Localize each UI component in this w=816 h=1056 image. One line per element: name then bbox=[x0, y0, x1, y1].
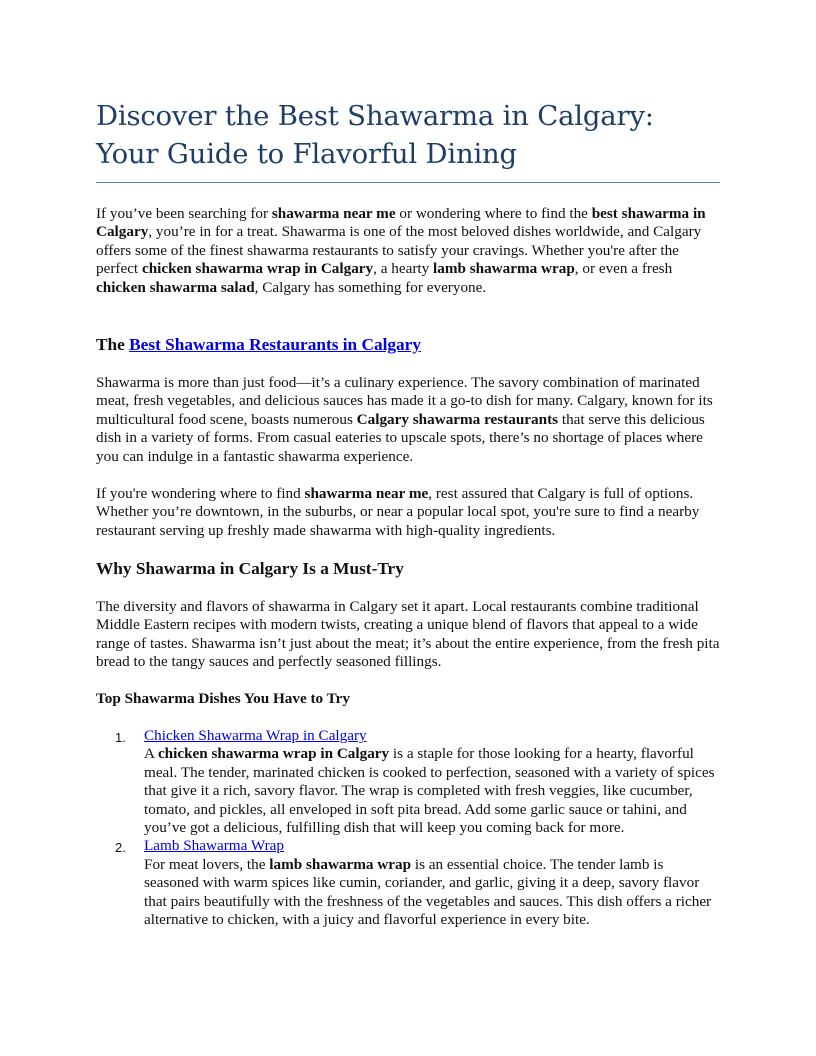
section-heading-must-try: Why Shawarma in Calgary Is a Must-Try bbox=[96, 559, 404, 578]
intro-bold-keyword: best shawarma in Calgary bbox=[96, 205, 706, 241]
paragraph-text: Shawarma is more than just food—it’s a culinary experience. The savory combination of marinated meat, fresh vegetables, and delicious sauces has made it a go-to dish for many. Calgary, known for its multicultural food scene, boasts numerous bbox=[96, 374, 713, 428]
list-number: 2. bbox=[115, 840, 126, 856]
intro-text: , you’re in for a treat. Shawarma is one of the most beloved dishes worldwide, and Calgary offers some of the finest shawarma restaurants to satisfy your cravings. Whether you're after the perfect bbox=[96, 223, 702, 278]
list-item bbox=[96, 837, 720, 929]
item-text: A bbox=[144, 745, 158, 763]
must-try-paragraph: The diversity and flavors of shawarma in Calgary set it apart. Local restaurants combine traditional Middle Eastern recipes with modern twists, creating a unique blend of flavors that appeal to a wide range of tastes. Shawarma isn’t just about the meat; it’s about the entire experience, from the fresh pita bread to the tangy sauces and perfectly seasoned fillings. bbox=[96, 598, 720, 671]
chicken-wrap-link[interactable]: Chicken Shawarma Wrap in Calgary bbox=[144, 727, 367, 744]
item-text: is an essential choice. The tender lamb is seasoned with warm spices like cumin, coriander, and garlic, giving it a deep, savory flavor that pairs beautifully with the freshness of the vegetables and sauces. This dish offers a richer alternative to chicken, with a juicy and flavorful experience in every bite. bbox=[144, 855, 712, 929]
best-restaurants-link[interactable]: Best Shawarma Restaurants in Calgary bbox=[129, 335, 421, 354]
section-heading-restaurants bbox=[96, 335, 421, 355]
list-item bbox=[96, 727, 720, 837]
intro-bold-keyword: lamb shawarma wrap bbox=[433, 260, 575, 278]
item-text: For meat lovers, the bbox=[144, 855, 270, 873]
dishes-list bbox=[96, 727, 720, 929]
intro-paragraph bbox=[96, 205, 720, 297]
intro-bold-keyword: chicken shawarma salad bbox=[96, 278, 255, 296]
title-divider bbox=[96, 182, 720, 183]
intro-text: If you’ve been searching for bbox=[96, 205, 272, 222]
intro-bold-keyword: chicken shawarma wrap in Calgary bbox=[141, 260, 374, 278]
heading-prefix: The bbox=[96, 335, 130, 354]
bold-keyword: Calgary shawarma restaurants bbox=[356, 410, 559, 428]
list-number: 1. bbox=[115, 730, 126, 745]
subheading-top-dishes: Top Shawarma Dishes You Have to Try bbox=[96, 690, 351, 707]
paragraph-text: If you're wondering where to find bbox=[96, 485, 305, 502]
paragraph-text: , rest assured that Calgary is full of options. Whether you’re downtown, in the suburbs, or near a popular local spot, you're sure to find a nearby restaurant serving up freshly made shawarma with high-quality ingredients. bbox=[96, 485, 700, 539]
item-text: is a staple for those looking for a hearty, flavorful meal. The tender, marinated chicken is cooked to perfection, seasoned with a variety of spices that give it a rich, savory flavor. The wrap is completed with fresh veggies, like cucumber, tomato, and pickles, all enveloped in soft pita bread. Add some garlic sauce or tahini, and you’ve got a delicious, fulfilling dish that will keep you coming back for more. bbox=[144, 745, 715, 837]
intro-text: , Calgary has something for everyone. bbox=[254, 278, 487, 296]
intro-bold-keyword: shawarma near me bbox=[271, 205, 396, 222]
lamb-wrap-link[interactable]: Lamb Shawarma Wrap bbox=[144, 837, 284, 855]
bold-keyword: chicken shawarma wrap in Calgary bbox=[157, 745, 390, 763]
paragraph-text: that serve this delicious dish in a variety of forms. From casual eateries to upscale spots, there’s no shortage of places where you can indulge in a fantastic shawarma experience. bbox=[96, 410, 705, 465]
restaurants-paragraph-1 bbox=[96, 374, 720, 466]
restaurants-paragraph-2 bbox=[96, 485, 720, 540]
intro-text: , a hearty bbox=[373, 260, 434, 278]
intro-text: , or even a fresh bbox=[574, 260, 673, 278]
bold-keyword: shawarma near me bbox=[304, 485, 429, 502]
page-title: Discover the Best Shawarma in Calgary: Your Guide to Flavorful Dining bbox=[96, 100, 654, 170]
intro-text: or wondering where to find the bbox=[395, 205, 592, 222]
bold-keyword: lamb shawarma wrap bbox=[269, 855, 412, 873]
